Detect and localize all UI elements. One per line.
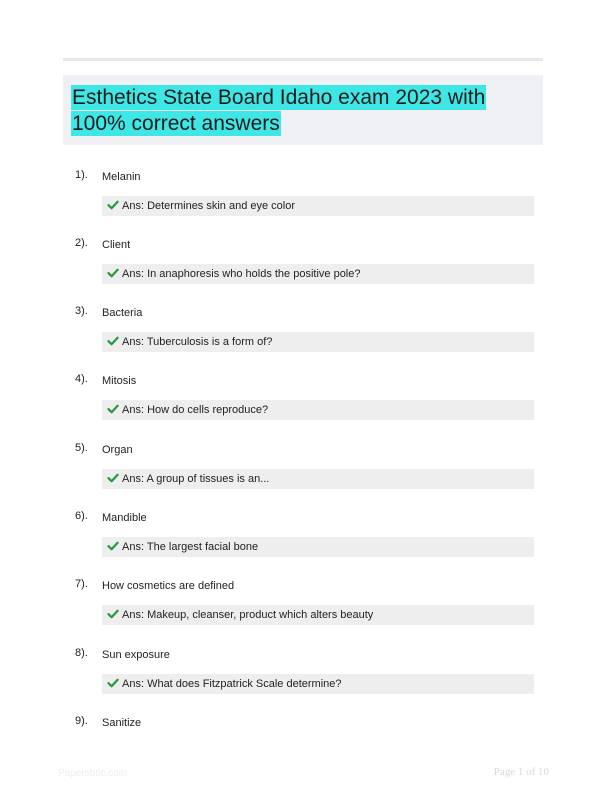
answer-box <box>102 196 534 216</box>
list-item <box>0 168 606 228</box>
question-text: Bacteria <box>102 307 143 319</box>
question-number: 4). <box>75 373 88 385</box>
check-icon <box>107 267 119 279</box>
check-icon <box>107 608 119 620</box>
question-number: 3). <box>75 305 88 317</box>
answer-box <box>102 469 534 489</box>
answer-text: Ans: The largest facial bone <box>122 541 259 553</box>
question-number: 5). <box>75 442 88 454</box>
check-icon <box>107 677 119 689</box>
question-number: 8). <box>75 647 88 659</box>
answer-text: Ans: Determines skin and eye color <box>122 200 296 212</box>
answer-text: Ans: How do cells reproduce? <box>122 404 269 416</box>
check-icon <box>107 199 119 211</box>
list-item <box>0 304 606 364</box>
check-icon <box>107 540 119 552</box>
top-divider <box>63 58 543 61</box>
question-text: Client <box>102 239 131 251</box>
page-indicator: Page 1 of 10 <box>493 766 549 778</box>
list-item <box>0 372 606 432</box>
document-title <box>71 85 511 137</box>
question-text: Sun exposure <box>102 649 170 661</box>
list-item <box>0 236 606 296</box>
list-item <box>0 509 606 569</box>
answer-text: Ans: What does Fitzpatrick Scale determine? <box>122 678 342 690</box>
question-number: 7). <box>75 578 88 590</box>
question-text: Sanitize <box>102 717 142 729</box>
answer-box <box>102 674 534 694</box>
answer-text: Ans: A group of tissues is an... <box>122 473 270 485</box>
answer-text: Ans: Tuberculosis is a form of? <box>122 336 273 348</box>
list-item <box>0 441 606 501</box>
question-number: 6). <box>75 510 88 522</box>
question-text: Melanin <box>102 171 141 183</box>
answer-text: Ans: Makeup, cleanser, product which alters beauty <box>122 609 374 621</box>
list-item <box>0 577 606 637</box>
question-number: 2). <box>75 237 88 249</box>
list-item <box>0 714 606 774</box>
question-text: How cosmetics are defined <box>102 580 235 592</box>
list-item <box>0 646 606 706</box>
title-banner <box>63 75 543 145</box>
document-title-text: Esthetics State Board Idaho exam 2023 with 100% correct answers <box>72 86 486 135</box>
answer-text: Ans: In anaphoresis who holds the positive pole? <box>122 268 361 280</box>
question-text: Mandible <box>102 512 147 524</box>
answer-box <box>102 332 534 352</box>
answer-box <box>102 264 534 284</box>
check-icon <box>107 335 119 347</box>
answer-box <box>102 537 534 557</box>
answer-box <box>102 400 534 420</box>
check-icon <box>107 403 119 415</box>
question-number: 9). <box>75 715 88 727</box>
check-icon <box>107 472 119 484</box>
footer-watermark: Papersbtlc.com <box>58 768 127 779</box>
question-text: Mitosis <box>102 375 137 387</box>
answer-box <box>102 605 534 625</box>
question-text: Organ <box>102 444 133 456</box>
question-number: 1). <box>75 169 88 181</box>
